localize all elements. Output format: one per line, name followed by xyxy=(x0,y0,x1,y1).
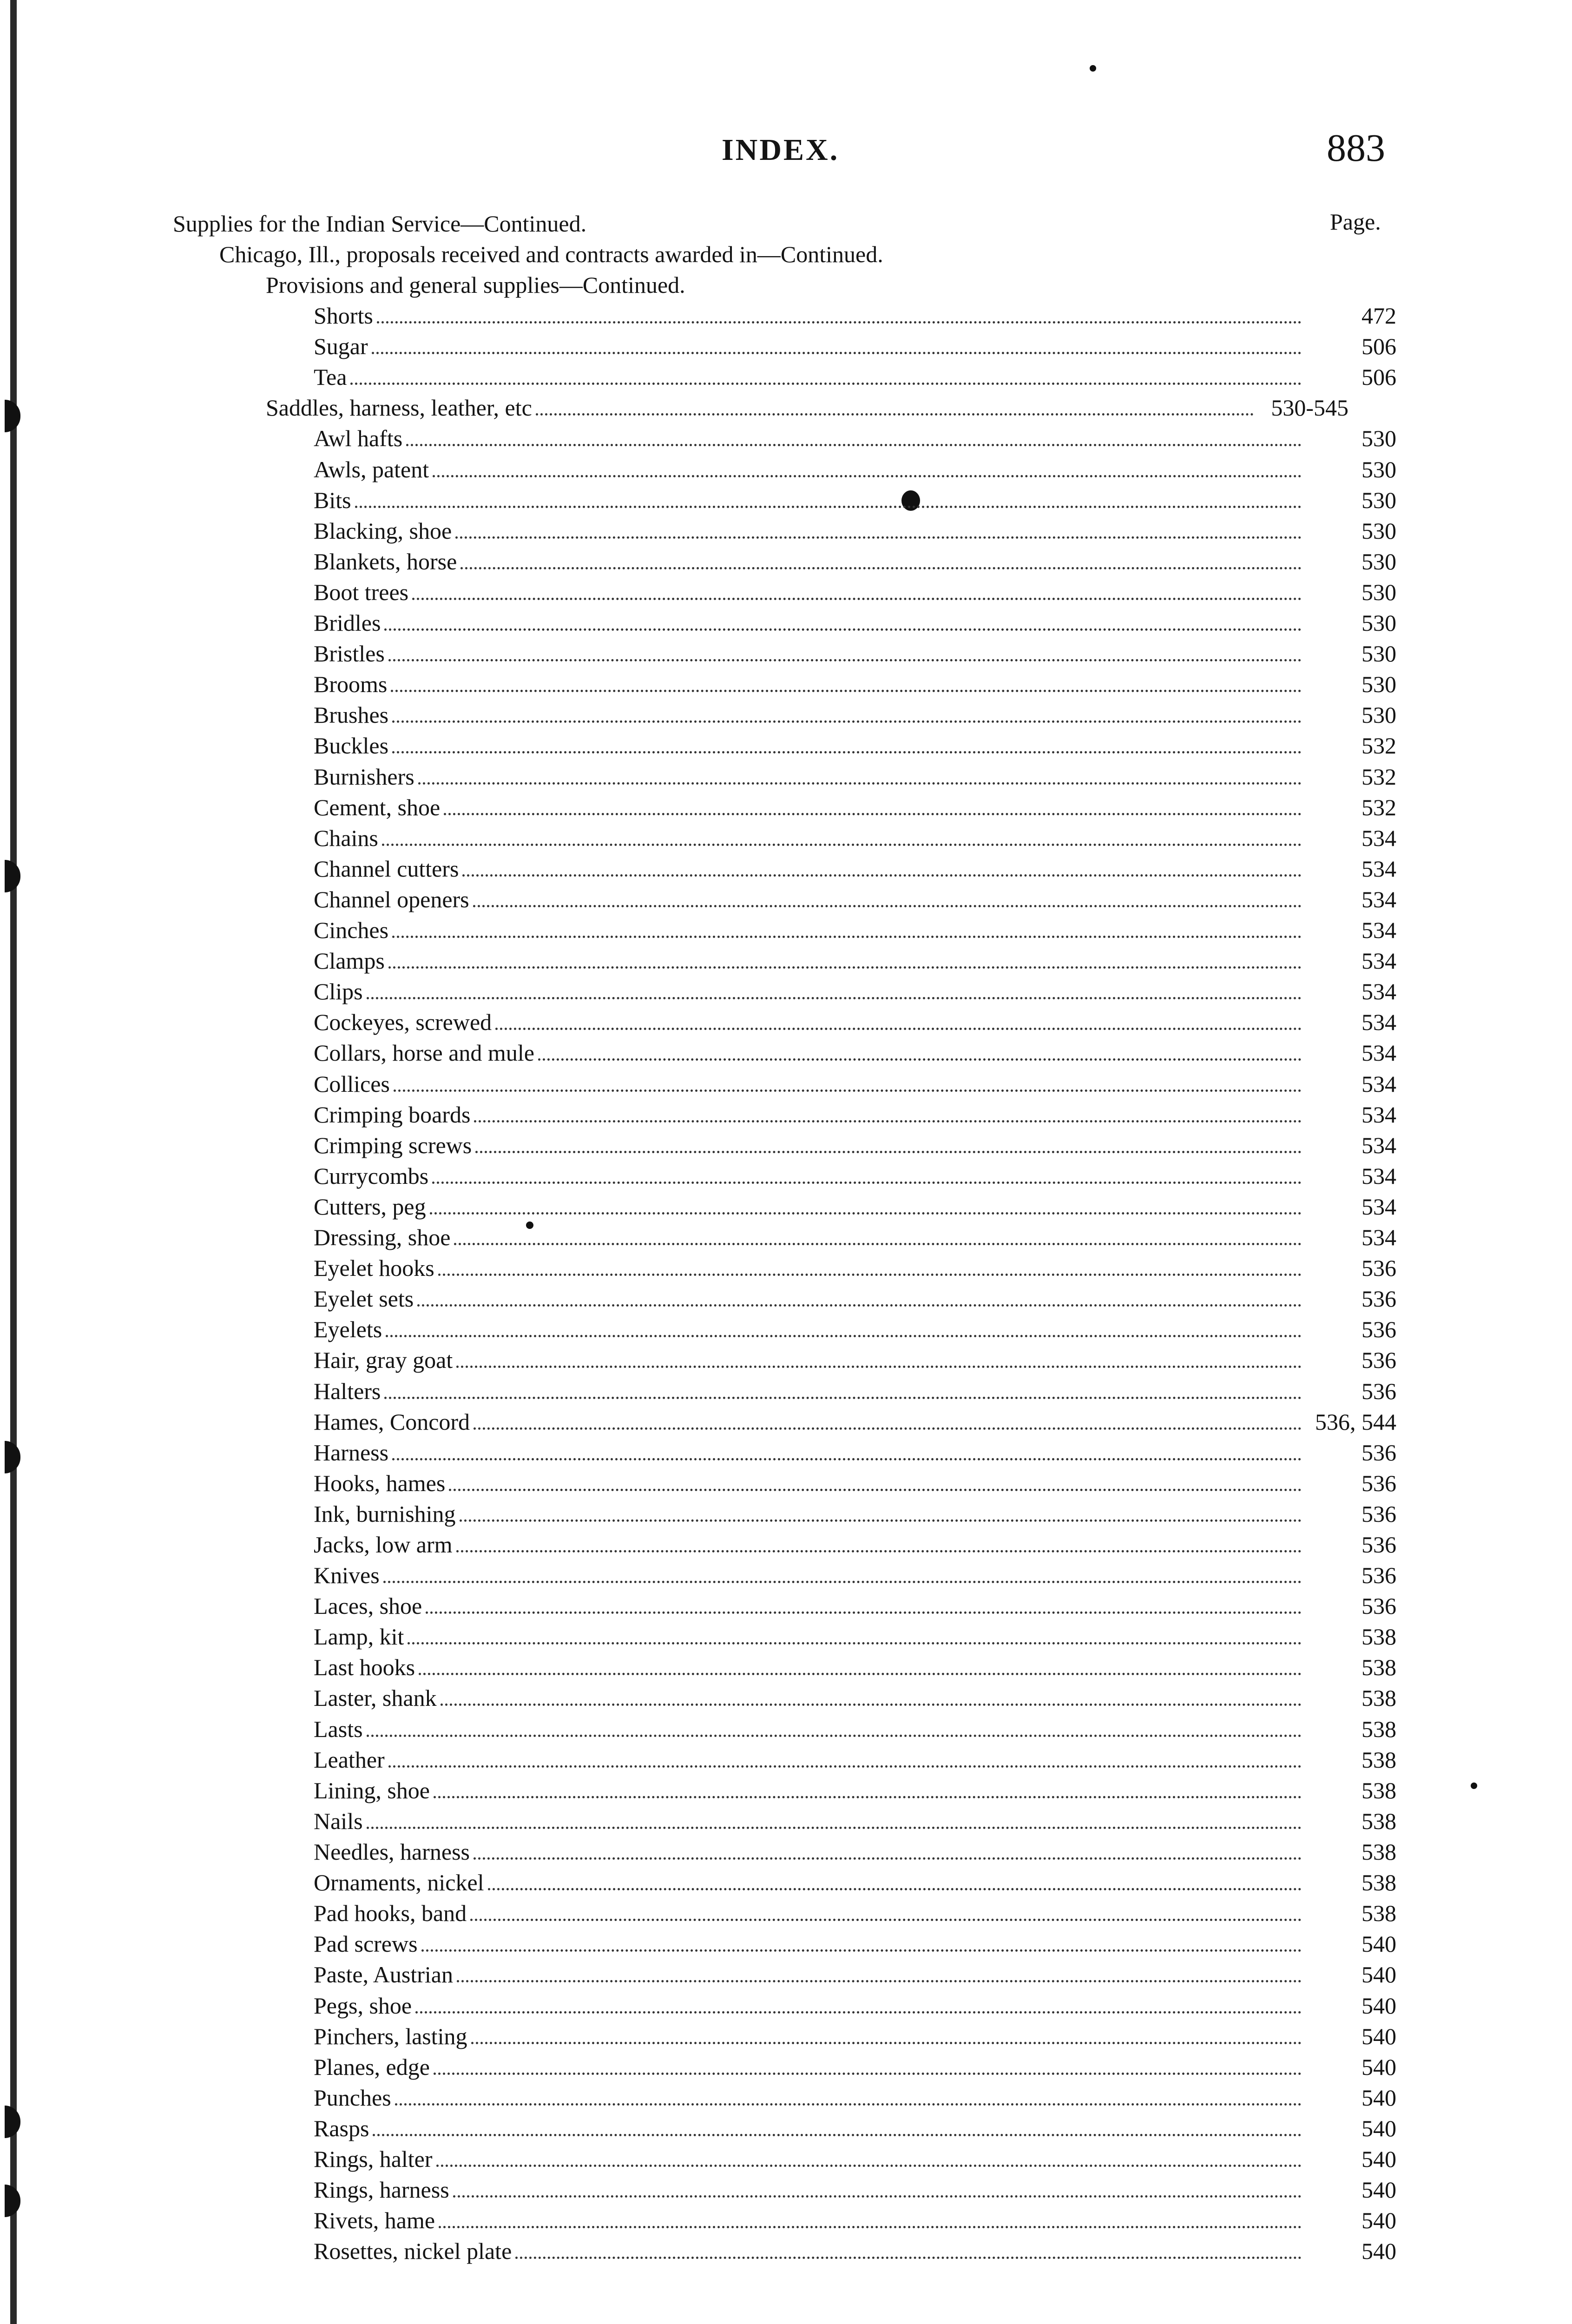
dot-leader xyxy=(430,1212,1302,1215)
index-entry-page: 536 xyxy=(1362,1532,1396,1558)
index-entry-page: 532 xyxy=(1362,733,1396,759)
index-entry-page: 506 xyxy=(1362,333,1396,359)
index-entry-page: 530 xyxy=(1362,456,1396,482)
index-entry-label: Brooms xyxy=(314,671,388,697)
index-entry-label: Collars, horse and mule xyxy=(314,1040,534,1066)
dot-leader xyxy=(418,782,1302,785)
dot-leader xyxy=(457,1980,1302,1982)
dot-leader xyxy=(383,1581,1302,1583)
index-entry xyxy=(314,1744,1396,1775)
index-entry xyxy=(314,1560,1396,1591)
index-entry xyxy=(314,1468,1396,1499)
dot-leader xyxy=(460,1519,1302,1522)
index-entry-page: 538 xyxy=(1362,1747,1396,1773)
index-entry-label: Pad screws xyxy=(314,1931,418,1957)
index-entry-page: 530-545 xyxy=(1271,395,1348,421)
dot-leader xyxy=(474,1427,1302,1430)
dot-leader xyxy=(474,1857,1302,1860)
index-entry xyxy=(314,2174,1396,2205)
dot-leader xyxy=(456,1366,1302,1368)
index-entry-page: 532 xyxy=(1362,794,1396,820)
index-entry-page: 540 xyxy=(1362,2023,1396,2049)
dot-leader xyxy=(377,321,1302,324)
dot-leader xyxy=(392,936,1302,938)
index-entry-label: Saddles, harness, leather, etc xyxy=(266,395,532,421)
index-entry xyxy=(314,945,1396,976)
index-entry-page: 536 xyxy=(1362,1562,1396,1588)
index-entry xyxy=(314,1499,1396,1529)
index-entry-label: Nails xyxy=(314,1808,363,1834)
dot-leader xyxy=(421,1949,1302,1952)
index-entry-page: 536 xyxy=(1362,1593,1396,1619)
index-entry-page: 530 xyxy=(1362,548,1396,574)
index-entry-label: Lining, shoe xyxy=(314,1777,430,1803)
index-entry xyxy=(314,546,1396,577)
index-entry-page: 534 xyxy=(1362,917,1396,943)
dot-leader xyxy=(394,1089,1302,1092)
dot-leader xyxy=(386,1335,1302,1337)
index-entry-page: 534 xyxy=(1362,1009,1396,1035)
index-entry-page: 540 xyxy=(1362,1993,1396,2019)
index-entry xyxy=(314,1683,1396,1713)
index-entry-page: 530 xyxy=(1362,487,1396,513)
index-entry xyxy=(314,976,1396,1007)
index-entry xyxy=(314,2205,1396,2236)
index-entry xyxy=(314,1037,1396,1068)
index-entry-label: Cement, shoe xyxy=(314,794,441,820)
index-entry xyxy=(314,638,1396,669)
index-entry xyxy=(314,607,1396,638)
subsection-heading: Chicago, Ill., proposals received and contracts awarded in—Continued. xyxy=(219,241,883,267)
dot-leader xyxy=(415,2011,1302,2014)
index-entry-label: Pinchers, lasting xyxy=(314,2023,467,2049)
dot-leader xyxy=(475,1151,1302,1153)
page-column-label: Page. xyxy=(1330,209,1381,235)
index-entry-label: Rings, halter xyxy=(314,2146,433,2172)
index-entry xyxy=(314,1621,1396,1652)
index-entry-page: 538 xyxy=(1362,1654,1396,1680)
dot-leader xyxy=(434,2073,1302,2075)
index-entry xyxy=(314,1928,1396,1959)
index-entry-label: Pegs, shoe xyxy=(314,1993,412,2019)
index-entry xyxy=(314,331,1396,362)
index-entry-page: 530 xyxy=(1362,702,1396,728)
index-entry-label: Collices xyxy=(314,1071,390,1097)
index-entry-label: Bridles xyxy=(314,610,381,636)
index-entry xyxy=(314,1775,1396,1806)
index-entry xyxy=(314,1069,1396,1099)
index-entry-page: 534 xyxy=(1362,1163,1396,1189)
index-entry-label: Harness xyxy=(314,1439,389,1466)
binding-tab-mark xyxy=(5,2106,20,2138)
dot-leader xyxy=(388,966,1302,969)
index-entry xyxy=(314,915,1396,945)
index-entry-label: Paste, Austrian xyxy=(314,1961,453,1987)
index-entry-page: 534 xyxy=(1362,1102,1396,1128)
dot-leader xyxy=(515,2257,1302,2259)
index-entry xyxy=(314,2236,1396,2266)
index-entry-label: Rings, harness xyxy=(314,2177,449,2203)
index-entry-page: 530 xyxy=(1362,610,1396,636)
binding-tab-mark xyxy=(5,400,20,432)
index-entry-label: Lamp, kit xyxy=(314,1624,404,1650)
index-entry xyxy=(314,1253,1396,1283)
dot-leader xyxy=(392,720,1302,723)
page-binding-edge xyxy=(10,0,17,2324)
dot-leader xyxy=(439,2226,1302,2228)
index-entry-page: 534 xyxy=(1362,825,1396,851)
index-entry xyxy=(314,1406,1396,1437)
index-entry-label: Boot trees xyxy=(314,579,409,605)
index-entry xyxy=(314,1130,1396,1161)
index-entry-label: Eyelet sets xyxy=(314,1286,414,1312)
dot-leader xyxy=(434,1796,1302,1798)
index-entry-page: 472 xyxy=(1362,303,1396,329)
index-entry-label: Rivets, hame xyxy=(314,2207,435,2233)
index-entry xyxy=(314,1591,1396,1621)
index-entry-page: 532 xyxy=(1362,764,1396,790)
dot-leader xyxy=(391,690,1302,692)
index-entry-label: Ornaments, nickel xyxy=(314,1869,484,1895)
index-entry xyxy=(314,485,1396,515)
index-entry-label: Burnishers xyxy=(314,764,414,790)
dot-leader xyxy=(538,1058,1302,1061)
index-entry xyxy=(314,2021,1396,2052)
index-entry-page: 530 xyxy=(1362,518,1396,544)
index-entry-page: 534 xyxy=(1362,1071,1396,1097)
index-entry xyxy=(314,515,1396,546)
index-entry-page: 534 xyxy=(1362,1194,1396,1220)
index-entry-page: 534 xyxy=(1362,856,1396,882)
index-entry-page: 530 xyxy=(1362,671,1396,697)
page-number: 883 xyxy=(1327,126,1385,170)
dot-leader xyxy=(392,1458,1302,1460)
index-entry-label: Channel cutters xyxy=(314,856,459,882)
index-entry xyxy=(314,1376,1396,1406)
index-entry xyxy=(314,1806,1396,1836)
subsubsection-heading: Provisions and general supplies—Continued. xyxy=(266,272,685,298)
index-entry xyxy=(314,1867,1396,1898)
index-entry-label: Needles, harness xyxy=(314,1839,470,1865)
index-entry xyxy=(266,392,1348,423)
index-entry-label: Channel openers xyxy=(314,886,469,912)
dot-leader xyxy=(433,475,1302,477)
index-entry-page: 536 xyxy=(1362,1255,1396,1281)
index-entry-label: Dressing, shoe xyxy=(314,1224,451,1250)
index-entry xyxy=(314,884,1396,915)
index-entry-page: 540 xyxy=(1362,2177,1396,2203)
index-entry-page: 540 xyxy=(1362,1931,1396,1957)
index-entry xyxy=(314,2144,1396,2174)
index-entry-label: Punches xyxy=(314,2085,391,2111)
index-entry-label: Currycombs xyxy=(314,1163,429,1189)
index-entry-label: Clips xyxy=(314,978,363,1004)
dot-leader xyxy=(471,2042,1302,2044)
index-entry-label: Shorts xyxy=(314,303,373,329)
index-entry-label: Jacks, low arm xyxy=(314,1532,453,1558)
index-entry xyxy=(314,1283,1396,1314)
dot-leader xyxy=(436,2165,1302,2167)
index-entry-label: Rasps xyxy=(314,2115,369,2141)
index-entry-label: Lasts xyxy=(314,1716,363,1742)
dot-leader xyxy=(462,874,1302,877)
index-entry-page: 536 xyxy=(1362,1286,1396,1312)
dot-leader xyxy=(438,1274,1302,1276)
dot-leader xyxy=(395,2103,1302,2106)
index-entry xyxy=(314,730,1396,761)
index-entry-label: Ink, burnishing xyxy=(314,1501,456,1527)
dot-leader xyxy=(392,751,1302,753)
dot-leader xyxy=(453,2195,1302,2198)
index-entry-page: 530 xyxy=(1362,640,1396,667)
index-entry-label: Chains xyxy=(314,825,378,851)
index-entry-page: 538 xyxy=(1362,1839,1396,1865)
index-entry-label: Leather xyxy=(314,1747,385,1773)
ink-speck xyxy=(1471,1783,1477,1789)
dot-leader xyxy=(367,1735,1302,1737)
dot-leader xyxy=(536,413,1254,416)
index-entry xyxy=(314,1898,1396,1928)
index-entry-label: Blacking, shoe xyxy=(314,518,452,544)
index-entry xyxy=(314,2082,1396,2113)
index-entry-label: Buckles xyxy=(314,733,389,759)
dot-leader xyxy=(372,352,1302,354)
index-entry-page: 538 xyxy=(1362,1869,1396,1895)
index-entry-page: 540 xyxy=(1362,2115,1396,2141)
index-entry-label: Halters xyxy=(314,1378,381,1404)
index-entry xyxy=(314,2113,1396,2144)
dot-leader xyxy=(455,536,1302,539)
dot-leader xyxy=(495,1028,1302,1030)
dot-leader xyxy=(470,1919,1302,1921)
index-entry xyxy=(314,853,1396,884)
index-entry xyxy=(314,1222,1396,1253)
index-entry xyxy=(314,577,1396,607)
index-entry-label: Awls, patent xyxy=(314,456,429,482)
index-entry xyxy=(314,669,1396,700)
index-entry xyxy=(314,1529,1396,1560)
index-entry-label: Eyelet hooks xyxy=(314,1255,434,1281)
index-entry-label: Knives xyxy=(314,1562,380,1588)
index-entry xyxy=(314,454,1396,485)
dot-leader xyxy=(441,1703,1302,1706)
dot-leader xyxy=(449,1489,1302,1491)
index-entry-page: 506 xyxy=(1362,364,1396,390)
dot-leader xyxy=(408,1642,1302,1644)
dot-leader xyxy=(432,1182,1302,1184)
dot-leader xyxy=(417,1304,1302,1307)
dot-leader xyxy=(388,659,1302,661)
index-entry xyxy=(314,761,1396,792)
dot-leader xyxy=(460,567,1302,569)
index-entry xyxy=(314,1345,1396,1375)
index-entry-label: Brushes xyxy=(314,702,389,728)
index-entry-page: 538 xyxy=(1362,1716,1396,1742)
index-entry-label: Awl hafts xyxy=(314,425,403,451)
index-entry xyxy=(314,423,1396,454)
index-entry-label: Laster, shank xyxy=(314,1685,437,1711)
index-entry xyxy=(314,362,1396,392)
index-entry-label: Cinches xyxy=(314,917,389,943)
index-entry-label: Last hooks xyxy=(314,1654,415,1680)
index-entry-label: Planes, edge xyxy=(314,2054,430,2080)
index-entry xyxy=(314,1314,1396,1345)
index-entry-page: 534 xyxy=(1362,1040,1396,1066)
dot-leader xyxy=(388,1765,1302,1768)
index-entry xyxy=(314,823,1396,853)
index-entry-label: Hooks, hames xyxy=(314,1470,446,1496)
dot-leader xyxy=(473,905,1302,907)
ink-speck xyxy=(1090,65,1096,72)
dot-leader xyxy=(355,506,1302,508)
index-entry-page: 538 xyxy=(1362,1685,1396,1711)
binding-tab-mark xyxy=(5,860,20,892)
dot-leader xyxy=(373,2134,1302,2136)
index-entry-page: 534 xyxy=(1362,948,1396,974)
index-entry-page: 540 xyxy=(1362,2238,1396,2264)
index-entry-page: 530 xyxy=(1362,579,1396,605)
index-entry xyxy=(314,1714,1396,1744)
index-entry-page: 534 xyxy=(1362,1224,1396,1250)
dot-leader xyxy=(384,1397,1302,1399)
index-entry-label: Sugar xyxy=(314,333,368,359)
index-entry-page: 534 xyxy=(1362,978,1396,1004)
index-entry xyxy=(314,1836,1396,1867)
index-entry-page: 540 xyxy=(1362,2207,1396,2233)
index-entry xyxy=(314,2052,1396,2082)
dot-leader xyxy=(412,598,1302,600)
page-title: INDEX. xyxy=(722,133,840,167)
dot-leader xyxy=(454,1243,1302,1245)
index-entry xyxy=(314,792,1396,823)
index-entry-page: 540 xyxy=(1362,2054,1396,2080)
index-entry-page: 538 xyxy=(1362,1900,1396,1926)
index-entry-page: 536 xyxy=(1362,1347,1396,1373)
index-entry-page: 534 xyxy=(1362,886,1396,912)
dot-leader xyxy=(382,844,1302,846)
index-entry-page: 536 xyxy=(1362,1316,1396,1342)
index-entry-label: Rosettes, nickel plate xyxy=(314,2238,512,2264)
index-entry-page: 536 xyxy=(1362,1470,1396,1496)
index-entry xyxy=(314,1191,1396,1222)
dot-leader xyxy=(474,1120,1302,1122)
index-entry xyxy=(314,1990,1396,2021)
index-entry xyxy=(314,1959,1396,1990)
index-entry-page: 538 xyxy=(1362,1777,1396,1803)
index-entry-label: Crimping boards xyxy=(314,1102,471,1128)
index-entry-label: Bits xyxy=(314,487,351,513)
section-heading: Supplies for the Indian Service—Continued. xyxy=(173,211,587,237)
dot-leader xyxy=(350,383,1302,385)
dot-leader xyxy=(406,444,1302,446)
index-entry-page: 540 xyxy=(1362,2146,1396,2172)
index-entry-label: Blankets, horse xyxy=(314,548,457,574)
dot-leader xyxy=(456,1550,1302,1552)
index-entry-label: Crimping screws xyxy=(314,1132,472,1158)
index-entry xyxy=(314,1007,1396,1037)
binding-tab-mark xyxy=(5,2185,20,2217)
index-entry xyxy=(314,300,1396,331)
index-entry-label: Cockeyes, screwed xyxy=(314,1009,492,1035)
dot-leader xyxy=(444,813,1302,815)
index-entry-label: Cutters, peg xyxy=(314,1194,426,1220)
dot-leader xyxy=(367,1827,1302,1829)
index-entry-page: 540 xyxy=(1362,2085,1396,2111)
index-entry-label: Bristles xyxy=(314,640,385,667)
dot-leader xyxy=(367,997,1302,999)
index-entry-label: Tea xyxy=(314,364,347,390)
index-entry xyxy=(314,700,1396,730)
index-entry-page: 536 xyxy=(1362,1378,1396,1404)
dot-leader xyxy=(488,1888,1302,1890)
index-entry-label: Eyelets xyxy=(314,1316,382,1342)
index-entry-label: Clamps xyxy=(314,948,385,974)
index-entry-page: 538 xyxy=(1362,1808,1396,1834)
index-entry-page: 540 xyxy=(1362,1961,1396,1987)
index-entry-label: Laces, shoe xyxy=(314,1593,422,1619)
index-entry xyxy=(314,1652,1396,1683)
dot-leader xyxy=(426,1611,1302,1614)
index-entry-page: 530 xyxy=(1362,425,1396,451)
index-entry-page: 534 xyxy=(1362,1132,1396,1158)
index-entry xyxy=(314,1099,1396,1130)
dot-leader xyxy=(419,1673,1302,1675)
index-entry-label: Hames, Concord xyxy=(314,1409,470,1435)
index-entry-page: 536 xyxy=(1362,1439,1396,1466)
index-entry xyxy=(314,1437,1396,1468)
index-entry-label: Pad hooks, band xyxy=(314,1900,467,1926)
index-entry-page: 536, 544 xyxy=(1315,1409,1396,1435)
index-entry-page: 536 xyxy=(1362,1501,1396,1527)
dot-leader xyxy=(384,628,1302,631)
binding-tab-mark xyxy=(5,1441,20,1473)
index-entry xyxy=(314,1161,1396,1191)
index-entry-label: Hair, gray goat xyxy=(314,1347,453,1373)
index-entry-page: 538 xyxy=(1362,1624,1396,1650)
